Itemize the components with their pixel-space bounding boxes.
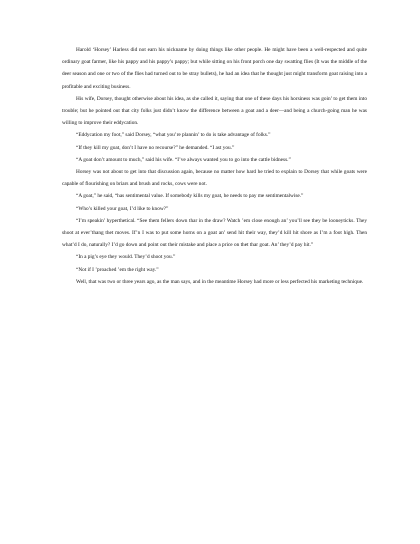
story-text <box>62 44 367 288</box>
paragraph-5: “A goat don’t amount to much,” said his wife. “I’ve always wanted you to go into the cattle bidness.” <box>76 156 291 163</box>
paragraph-7: “A goat,” he said, “has sentimental value. If somebody kills my goat, he needs to pay me sentimentalwise.” <box>76 193 304 200</box>
paragraph-9: “I’m speakin’ hyperthetical. “See them fellers down thar in the draw? Watch ’em close enough an’ you’ll see they be looneyticks. They shoot at ever’thang thet moves. If’n I was to put some horns on a goat an’ send hit their way, they’d kill hit shore as I’m a foot high. Then what’d I do, naturally? I’d go down and point out their mistake and place a price on thet thar goat. An’ they’d pay hit.” <box>62 217 367 249</box>
paragraph-3: “Eddycation my foot,” said Dorsey, “what you’re plannin’ to do is take advantage of folks.” <box>76 132 271 139</box>
paragraph-6: Horsey was not about to get into that discussion again, because no matter how hard he tried to explain to Dorsey that while goats were capable of flourishing on briars and brush and rocks, cows were not. <box>62 169 367 188</box>
paragraph-10: “In a pig’s eye they would. They’d shoot you.” <box>76 254 176 261</box>
paragraph-2: His wife, Dorsey, thought otherwise about his idea, as she called it, saying that one of these days his horsiness was goin’ to get them into trouble; but he pointed out that city folks just didn’t know the difference between a goat and a deer—and being a church-going man he was willing to improve their eddycation. <box>62 95 367 127</box>
paragraph-11: “Not if I ’proached ’em the right way.” <box>76 266 159 273</box>
paragraph-1: Harold ‘Horsey’ Harless did not earn his nickname by doing things like other people. He might have been a well-respected and quite ordinary goat farmer, like his pappy and his pappy’s pappy; but while sitting on his front porch one day swatting flies (It was the middle of the deer season and one or two of the flies had turned out to be stray bullets), he had an idea that he thought just might transform goat raising into a profitable and exciting business. <box>62 47 367 90</box>
paragraph-8: “Who’s killed your goat, I’d like to know?” <box>76 205 169 212</box>
paragraph-12: Well, that was two or three years ago, as the man says, and in the meantime Horsey had more or less perfected his marketing technique. <box>76 278 364 285</box>
paragraph-4: “If they kill my goat, don’t I have no recourse?” he demanded. “I ast you.” <box>76 144 235 151</box>
